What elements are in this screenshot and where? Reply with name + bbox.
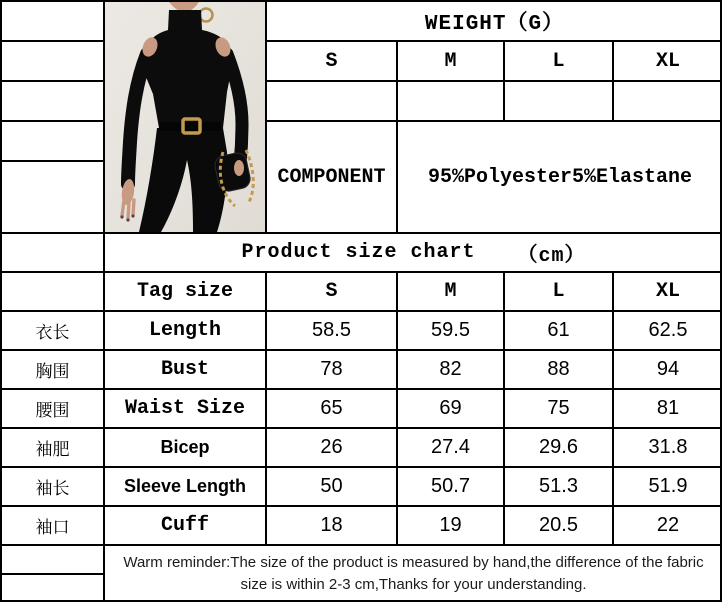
tag-size-header: Tag size	[103, 271, 265, 310]
table-bottom-border	[0, 600, 722, 602]
table-row	[103, 427, 722, 466]
table-row	[103, 466, 722, 505]
size-value: 62.5	[612, 310, 722, 349]
size-col-header-s: S	[265, 271, 396, 310]
left-empty-cell	[2, 544, 103, 573]
size-value: 19	[396, 505, 503, 544]
size-chart-title: Product size chart	[241, 241, 476, 264]
product-photo-illustration	[105, 2, 265, 232]
product-photo	[103, 0, 265, 232]
size-value: 61	[503, 310, 612, 349]
size-value: 51.3	[503, 466, 612, 505]
weight-title: WEIGHT（G）	[265, 0, 722, 40]
row-label-cn: 胸围	[2, 349, 103, 388]
left-empty-cell	[2, 271, 103, 310]
row-label-cn: 袖长	[2, 466, 103, 505]
warm-reminder	[103, 544, 722, 602]
size-value: 22	[612, 505, 722, 544]
weight-size-header-m: M	[396, 40, 503, 80]
weight-value-cell-xl	[612, 80, 722, 120]
left-empty-cell	[2, 120, 103, 160]
size-col-header-m: M	[396, 271, 503, 310]
component-label: COMPONENT	[265, 120, 396, 232]
row-label-cn: 腰围	[2, 388, 103, 427]
row-label-cn: 衣长	[2, 310, 103, 349]
table-row	[103, 349, 722, 388]
left-empty-cell	[2, 80, 103, 120]
size-value: 51.9	[612, 466, 722, 505]
size-value: 59.5	[396, 310, 503, 349]
size-value: 81	[612, 388, 722, 427]
size-value: 58.5	[265, 310, 396, 349]
size-chart-title-row	[103, 232, 722, 271]
weight-size-header-xl: XL	[612, 40, 722, 80]
size-value: 75	[503, 388, 612, 427]
size-value: 88	[503, 349, 612, 388]
size-col-header-l: L	[503, 271, 612, 310]
weight-value-cell-l	[503, 80, 612, 120]
weight-size-header-l: L	[503, 40, 612, 80]
size-value: 20.5	[503, 505, 612, 544]
weight-table	[265, 0, 722, 232]
row-label-en: Bust	[103, 349, 265, 388]
row-label-en: Waist Size	[103, 388, 265, 427]
size-value: 31.8	[612, 427, 722, 466]
size-value: 65	[265, 388, 396, 427]
size-value: 29.6	[503, 427, 612, 466]
size-value: 82	[396, 349, 503, 388]
weight-value-cell-s	[265, 80, 396, 120]
row-label-en: Bicep	[103, 427, 265, 466]
row-label-cn: 袖口	[2, 505, 103, 544]
row-label-en: Length	[103, 310, 265, 349]
size-value: 69	[396, 388, 503, 427]
size-value: 78	[265, 349, 396, 388]
size-value: 50	[265, 466, 396, 505]
row-label-cn: 袖肥	[2, 427, 103, 466]
warm-reminder-line2: size is within 2-3 cm,Thanks for your understanding.	[240, 576, 587, 593]
size-value: 18	[265, 505, 396, 544]
left-empty-cell	[2, 573, 103, 602]
product-size-chart	[103, 232, 722, 544]
size-chart-unit: （cm）	[517, 244, 586, 268]
table-row	[103, 505, 722, 544]
row-label-en: Sleeve Length	[103, 466, 265, 505]
left-empty-cell	[2, 40, 103, 80]
weight-value-cell-m	[396, 80, 503, 120]
row-label-en: Cuff	[103, 505, 265, 544]
table-row	[103, 310, 722, 349]
weight-size-header-s: S	[265, 40, 396, 80]
size-value: 50.7	[396, 466, 503, 505]
left-empty-cell	[2, 160, 103, 232]
left-empty-cell	[2, 0, 103, 40]
size-value: 26	[265, 427, 396, 466]
size-value: 94	[612, 349, 722, 388]
table-row	[103, 388, 722, 427]
size-col-header-xl: XL	[612, 271, 722, 310]
left-empty-cell	[2, 232, 103, 271]
component-value: 95%Polyester5%Elastane	[396, 120, 722, 232]
size-value: 27.4	[396, 427, 503, 466]
left-column	[0, 0, 103, 602]
warm-reminder-line1: Warm reminder:The size of the product is measured by hand,the difference of the fabric	[123, 553, 704, 571]
